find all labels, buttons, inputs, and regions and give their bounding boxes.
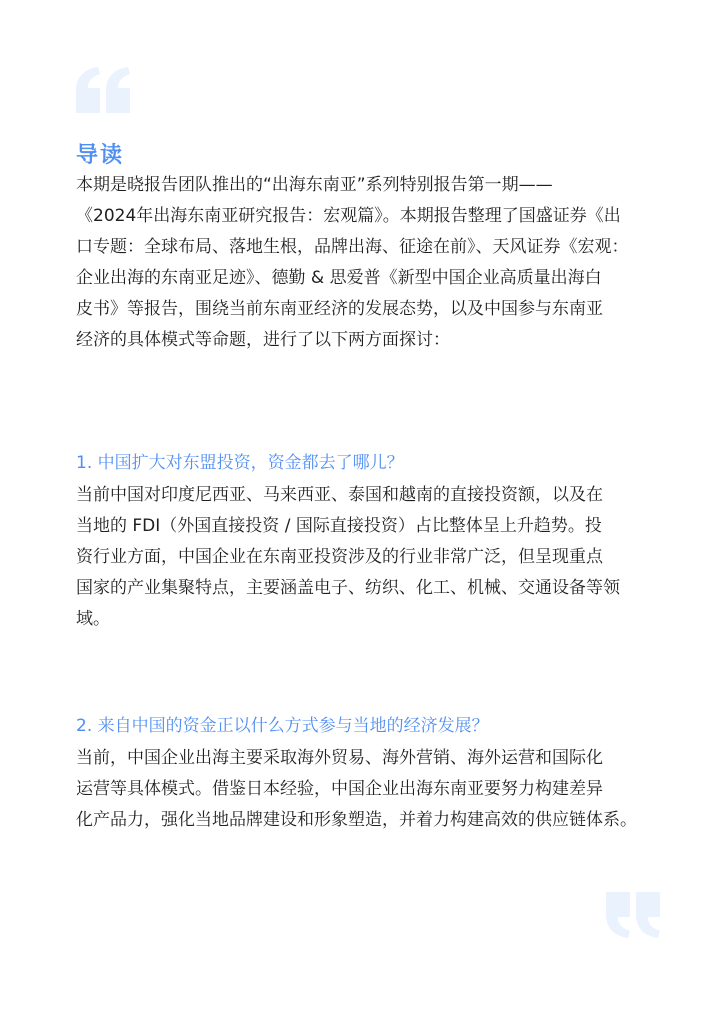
- intro-line: 皮书》等报告，围绕当前东南亚经济的发展态势，以及中国参与东南亚: [76, 299, 603, 319]
- intro-paragraph: [76, 170, 660, 356]
- section-1-line: 当前中国对印度尼西亚、马来西亚、泰国和越南的直接投资额，以及在: [76, 485, 603, 505]
- close-quote-icon: [604, 892, 662, 938]
- section-1-heading: 1. 中国扩大对东盟投资，资金都去了哪儿？: [76, 453, 404, 473]
- section-1-line: 域。: [76, 609, 110, 629]
- intro-line: 《2024年出海东南亚研究报告：宏观篇》。本期报告整理了国盛证券《出: [76, 206, 621, 226]
- intro-line: 口专题：全球布局、落地生根，品牌出海、征途在前》、天风证券《宏观：: [76, 237, 629, 257]
- section-1-paragraph: [76, 480, 660, 635]
- section-2-line: 当前，中国企业出海主要采取海外贸易、海外营销、海外运营和国际化: [76, 748, 603, 768]
- open-quote-icon: [74, 67, 132, 113]
- section-2-heading: 2. 来自中国的资金正以什么方式参与当地的经济发展？: [76, 716, 489, 736]
- intro-line: 经济的具体模式等命题，进行了以下两方面探讨：: [76, 330, 450, 350]
- section-1-line: 资行业方面，中国企业在东南亚投资涉及的行业非常广泛，但呈现重点: [76, 547, 603, 567]
- section-2-line: 化产品力，强化当地品牌建设和形象塑造，并着力构建高效的供应链体系。: [76, 810, 637, 830]
- intro-line: 本期是晓报告团队推出的“出海东南亚”系列特别报告第一期——: [76, 175, 553, 195]
- section-1-line: 国家的产业集聚特点，主要涵盖电子、纺织、化工、机械、交通设备等领: [76, 578, 620, 598]
- intro-line: 企业出海的东南亚足迹》、德勤 & 思爱普《新型中国企业高质量出海白: [76, 268, 602, 288]
- section-1-line: 当地的 FDI（外国直接投资 / 国际直接投资）占比整体呈上升趋势。投: [76, 516, 602, 536]
- page-title: 导读: [76, 143, 125, 168]
- section-2-line: 运营等具体模式。借鉴日本经验，中国企业出海东南亚要努力构建差异: [76, 779, 603, 799]
- section-2-paragraph: [76, 743, 660, 836]
